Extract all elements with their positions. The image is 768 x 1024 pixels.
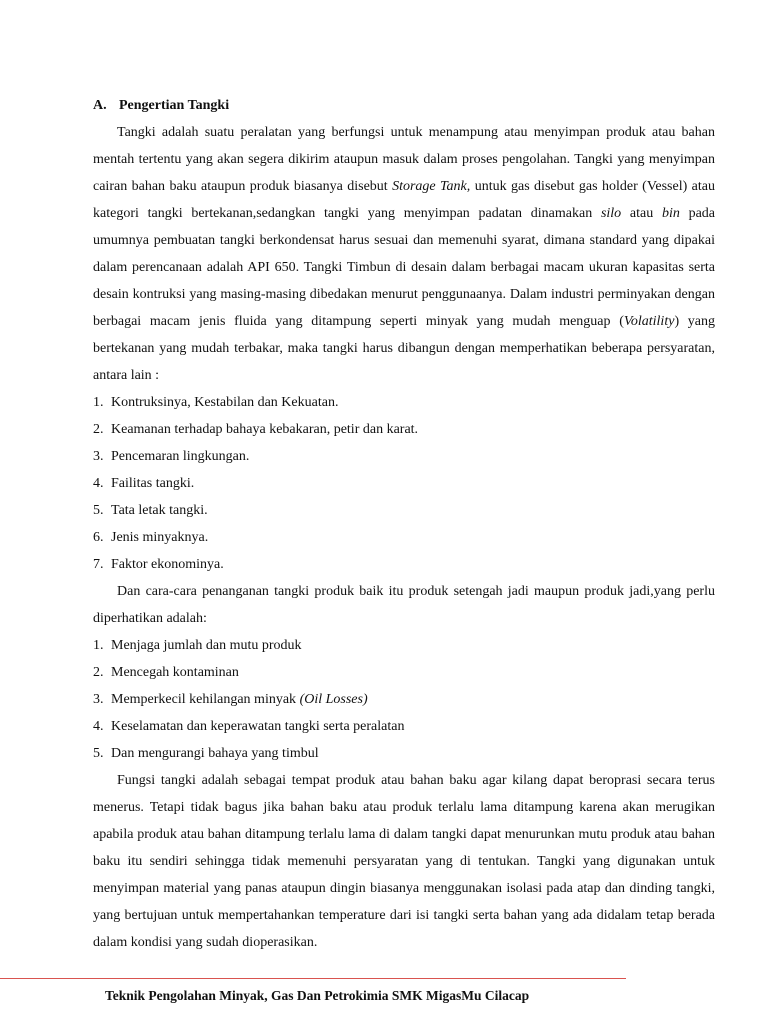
list-text: Memperkecil kehilangan minyak: [111, 692, 300, 707]
para1-text: Storage Tank,: [392, 179, 471, 194]
list-text: Pencemaran lingkungan.: [111, 449, 250, 464]
para3-text: Fungsi tangki adalah sebagai tempat produk atau bahan baku agar kilang dapat beroprasi secara terus menerus. Tetapi tidak bagus jika bahan baku atau produk terlalu lama ditampung karena akan merugikan apabila produk atau bahan ditampung terlalu lama di dalam tangki dapat menurunkan mutu produk atau bahan baku itu sendiri sehingga tidak memenuhi persyaratan yang di tentukan. Tangki yang digunakan untuk menyimpan material yang panas ataupun dingin biasanya menggunakan isolasi pada atap dan dinding tangki, yang bertujuan untuk mempertahankan temperature dari isi tangki serta bahan yang ada didalam tetap berada dalam kondisi yang sudah dioperasikan.: [93, 773, 715, 950]
list-text: Keselamatan dan keperawatan tangki serta peralatan: [111, 719, 405, 734]
list-number: 3.: [93, 449, 104, 464]
list-item: [93, 443, 715, 470]
list-number: 3.: [93, 692, 104, 707]
list-number: 4.: [93, 719, 104, 734]
para1-text: ) yang bertekanan yang mudah terbakar, maka tangki harus dibangun dengan memperhatikan beberapa persyaratan, antara lain :: [93, 314, 715, 383]
para1-text: Volatility: [623, 314, 675, 329]
page-footer: Teknik Pengolahan Minyak, Gas Dan Petrokimia SMK MigasMu Cilacap: [105, 988, 530, 1003]
document-body: [93, 92, 715, 956]
para2-text: Dan cara-cara penanganan tangki produk baik itu produk setengah jadi maupun produk jadi,yang perlu diperhatikan adalah:: [93, 584, 715, 626]
para1-text: untuk gas disebut gas holder (Vessel) atau kategori tangki bertekanan,sedangkan tangki yang menyimpan padatan dinamakan: [93, 179, 715, 221]
list-text: Failitas tangki.: [111, 476, 195, 491]
list-text: Menjaga jumlah dan mutu produk: [111, 638, 302, 653]
section-title: Pengertian Tangki: [119, 98, 230, 113]
list-item: [93, 524, 715, 551]
paragraph-2: [93, 578, 715, 632]
list-text: Tata letak tangki.: [111, 503, 208, 518]
requirements-list: [93, 389, 715, 578]
list-number: 1.: [93, 395, 104, 410]
para1-text: atau: [621, 206, 662, 221]
para1-text: pada umumnya pembuatan tangki berkondensat harus sesuai dan memenuhi syarat, dimana standard yang dipakai dalam perencanaan adalah API 650. Tangki Timbun di desain dalam berbagai macam ukuran kapasitas serta desain kontruksi yang masing-masing dibedakan menurut penggunaanya. Dalam industri perminyakan dengan berbagai macam jenis fluida yang ditampung seperti minyak yang mudah menguap (: [93, 206, 715, 329]
para1-text: silo: [600, 206, 622, 221]
list-item: [93, 632, 715, 659]
list-item: [93, 686, 715, 713]
list-text: Keamanan terhadap bahaya kebakaran, petir dan karat.: [111, 422, 419, 437]
list-text: Dan mengurangi bahaya yang timbul: [111, 746, 319, 761]
footer-rule: [0, 978, 626, 979]
list-number: 2.: [93, 422, 104, 437]
list-item: [93, 416, 715, 443]
section-heading: [93, 92, 715, 119]
handling-list: [93, 632, 715, 767]
section-letter: A.: [93, 98, 107, 113]
list-text-italic: (Oil Losses): [299, 692, 368, 707]
list-item: [93, 659, 715, 686]
para1-text: Tangki adalah suatu peralatan yang berfungsi untuk menampung atau menyimpan produk atau bahan mentah tertentu yang akan segera dikirim ataupun masuk dalam proses pengolahan. Tangki yang menyimpan cairan bahan baku ataupun produk biasanya disebut: [93, 125, 715, 194]
list-item: [93, 389, 715, 416]
list-item: [93, 497, 715, 524]
list-number: 2.: [93, 665, 104, 680]
list-item: [93, 470, 715, 497]
list-text: Kontruksinya, Kestabilan dan Kekuatan.: [111, 395, 339, 410]
list-number: 5.: [93, 503, 104, 518]
list-text: Mencegah kontaminan: [111, 665, 239, 680]
list-number: 5.: [93, 746, 104, 761]
paragraph-1: [93, 119, 715, 389]
paragraph-3: [93, 767, 715, 956]
list-number: 4.: [93, 476, 104, 491]
para1-text: bin: [661, 206, 680, 221]
list-number: 6.: [93, 530, 104, 545]
list-number: 1.: [93, 638, 104, 653]
list-item: [93, 740, 715, 767]
list-number: 7.: [93, 557, 104, 572]
list-text: Jenis minyaknya.: [111, 530, 209, 545]
list-text: Faktor ekonominya.: [111, 557, 224, 572]
list-item: [93, 551, 715, 578]
list-item: [93, 713, 715, 740]
